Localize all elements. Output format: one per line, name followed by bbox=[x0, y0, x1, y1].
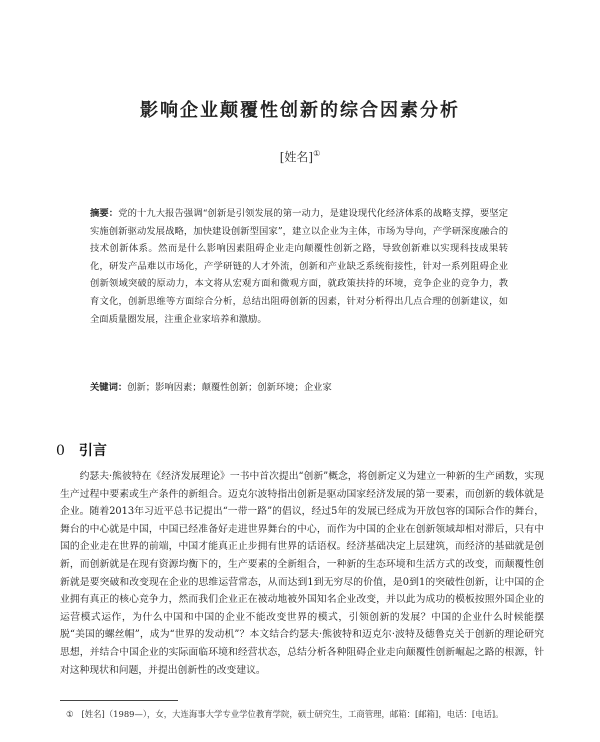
section-title: 引言 bbox=[78, 443, 107, 459]
keywords bbox=[90, 380, 508, 396]
body-paragraph: 约瑟夫·熊彼特在《经济发展理论》一书中首次提出“创新”概念，将创新定义为建立一种新的生产函数，实现生产过程中要素或生产条件的新组合。迈克尔波特指出创新是驱动国家经济发展的第一要素，而创新的载体就是企业。随着2013年习近平总书记提出“一带一路”的倡议，经过5年的发展已经成为开放包容的国际合作的舞台，舞台的中心就是中国，中国已经准备好走进世界舞台的中心，而作为中国的企业在创新领域却相对滞后，只有中国的企业走在世界的前端，中国才能真正止步拥有世界的话语权。经济基础决定上层建筑，而经济的基础就是创新，而创新就是在现有资源均衡下的，生产要素的全新组合，一种新的生态环境和生活方式的改变，而颠覆性创新就是要突破和改变现在企业的思维运营常态，从而达到1到无穷尽的价值，是0到1的突破性创新，让中国的企业拥有真正的核心竞争力，然而我们企业正在被动地被外国知名企业改变，并以此为成功的模板按照外国企业的运营模式运作，为什么中国和中国的企业不能改变世界的模式，引领创新的发展？中国的企业什么时候能摆脱“美国的螺丝帽”，成为“世界的发动机”？本文结合约瑟夫·熊彼特和迈克尔·波特及德鲁克关于创新的理论研究思想，并结合中国企业的实际面临环境和经营状态，总结分析各种阻碍企业走向颠覆性创新崛起之路的根源，针对这种现状和问题，并提出创新性的改变建议。 bbox=[60, 471, 544, 676]
author-footnote-mark[interactable]: ① bbox=[313, 149, 321, 158]
footnote bbox=[66, 708, 546, 721]
footnote-divider bbox=[60, 700, 178, 701]
abstract-text: 党的十九大报告强调“创新是引领发展的第一动力，是建设现代化经济体系的战略支撑，要坚定实施创新驱动发展战略，加快建设创新型国家”，建立以企业为主体，市场为导向，产学研深度融合的技术创新体系。然而是什么影响因素阻碍企业走向颠覆性创新之路，导致创新难以实现科技成果转化，研发产品难以市场化，产学研链的人才外流，创新和产业缺乏系统衔接性，针对一系列阻碍企业创新领域突破的原动力，本文将从宏观方面和微观方面，就政策扶持的环境，竞争企业的竞争力，教育文化，创新思维等方面综合分析，总结出阻碍创新的因素，针对分析得出几点合理的创新建议，如全面质量圈发展，注重企业家培养和激励。 bbox=[90, 208, 508, 325]
footnote-text: [姓名]（1989—），女，大连海事大学专业学位教育学院，硕士研究生，工商管理，邮箱：[邮箱]，电话：[电话]。 bbox=[81, 709, 504, 719]
section-heading bbox=[56, 440, 107, 460]
paper-title: 影响企业颠覆性创新的综合因素分析 bbox=[140, 100, 460, 121]
keywords-text: 创新；影响因素；颠覆性创新；创新环境；企业家 bbox=[127, 382, 332, 393]
author-line bbox=[0, 148, 600, 165]
author-name: [姓名] bbox=[279, 150, 314, 164]
abstract bbox=[90, 205, 508, 328]
abstract-label: 摘要： bbox=[90, 208, 119, 219]
section-number: 0 bbox=[56, 443, 65, 459]
footnote-mark: ① bbox=[66, 709, 74, 719]
keywords-label: 关键词： bbox=[90, 382, 128, 393]
